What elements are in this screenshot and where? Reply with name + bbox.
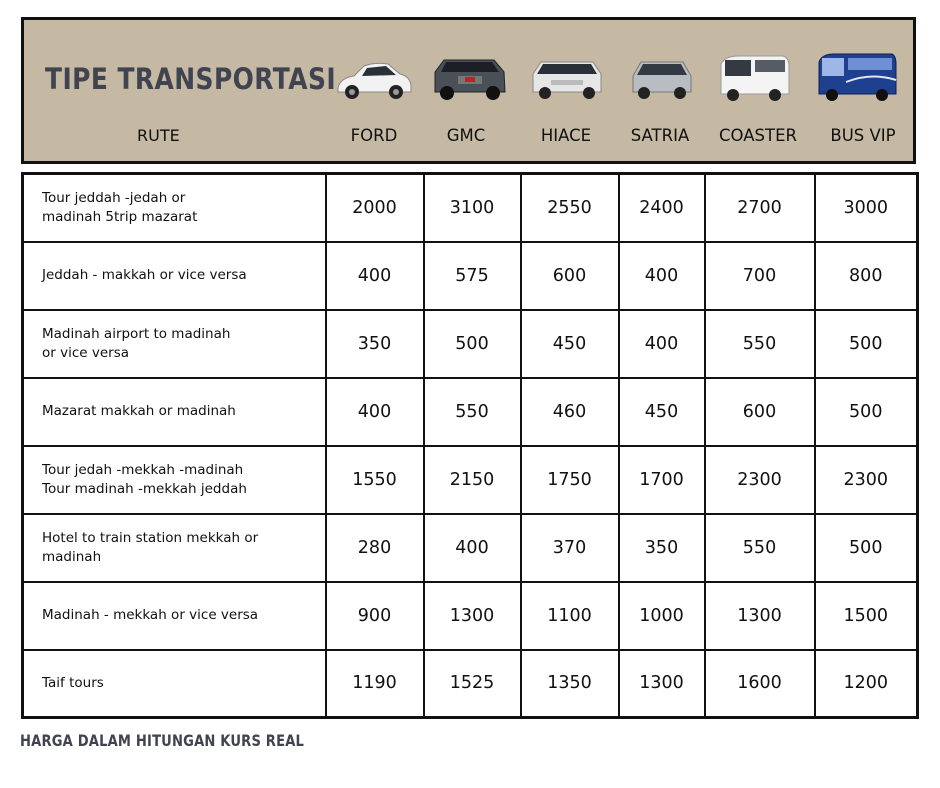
price-cell: 2550 — [521, 174, 619, 242]
column-header-bus-vip: BUS VIP — [830, 126, 896, 145]
route-text: Jeddah - makkah or vice versa — [42, 267, 247, 283]
price-cell: 2300 — [705, 446, 815, 514]
route-cell — [23, 310, 326, 378]
currency-note: HARGA DALAM HITUNGAN KURS REAL — [20, 731, 305, 750]
route-text: madinah — [42, 548, 102, 565]
page-title: TIPE TRANSPORTASI — [45, 62, 337, 96]
table-row — [23, 174, 918, 242]
price-cell: 1525 — [424, 650, 521, 718]
price-cell: 1550 — [326, 446, 424, 514]
route-column-header: RUTE — [137, 126, 180, 145]
table-header — [21, 17, 916, 164]
price-cell: 575 — [424, 242, 521, 310]
price-cell: 350 — [326, 310, 424, 378]
route-text: or vice versa — [42, 344, 130, 361]
price-cell: 500 — [815, 310, 918, 378]
table-row — [23, 514, 918, 582]
price-cell: 550 — [705, 310, 815, 378]
price-cell: 1700 — [619, 446, 705, 514]
route-text: Hotel to train station mekkah or — [42, 529, 259, 546]
price-cell: 280 — [326, 514, 424, 582]
route-text: Madinah airport to madinah — [42, 325, 231, 342]
price-cell: 450 — [619, 378, 705, 446]
price-cell: 400 — [619, 310, 705, 378]
route-cell — [23, 650, 326, 718]
route-text: Madinah - mekkah or vice versa — [42, 607, 259, 623]
price-cell: 460 — [521, 378, 619, 446]
table-row — [23, 446, 918, 514]
price-cell: 2150 — [424, 446, 521, 514]
minibus-icon — [717, 52, 791, 104]
price-cell: 900 — [326, 582, 424, 650]
price-cell: 450 — [521, 310, 619, 378]
price-cell: 1100 — [521, 582, 619, 650]
price-cell: 1500 — [815, 582, 918, 650]
price-cell: 800 — [815, 242, 918, 310]
price-cell: 1190 — [326, 650, 424, 718]
price-cell: 600 — [521, 242, 619, 310]
price-cell: 3100 — [424, 174, 521, 242]
price-cell: 1300 — [705, 582, 815, 650]
route-cell — [23, 378, 326, 446]
column-header-satria: SATRIA — [630, 126, 690, 145]
price-cell: 550 — [424, 378, 521, 446]
route-text: Taif tours — [42, 674, 104, 691]
price-cell: 1600 — [705, 650, 815, 718]
price-cell: 400 — [326, 242, 424, 310]
route-text: Tour jeddah -jedah or — [42, 189, 186, 206]
table-row — [23, 310, 918, 378]
route-cell — [23, 582, 326, 650]
price-cell: 700 — [705, 242, 815, 310]
route-cell — [23, 514, 326, 582]
table-row — [23, 242, 918, 310]
route-text: Tour jedah -mekkah -madinah — [42, 461, 244, 478]
table-row — [23, 650, 918, 718]
route-cell — [23, 242, 326, 310]
price-cell: 400 — [326, 378, 424, 446]
price-cell: 500 — [424, 310, 521, 378]
price-table — [21, 172, 919, 719]
route-text: Tour madinah -mekkah jeddah — [42, 480, 247, 497]
price-cell: 2000 — [326, 174, 424, 242]
coach-bus-icon — [816, 52, 898, 104]
price-cell: 2400 — [619, 174, 705, 242]
route-cell — [23, 446, 326, 514]
table-row — [23, 378, 918, 446]
price-cell: 2700 — [705, 174, 815, 242]
price-cell: 1300 — [619, 650, 705, 718]
price-cell: 3000 — [815, 174, 918, 242]
route-cell — [23, 174, 326, 242]
column-header-coaster: COASTER — [719, 126, 797, 145]
route-text: madinah 5trip mazarat — [42, 208, 198, 225]
table-row — [23, 582, 918, 650]
route-text: Mazarat makkah or madinah — [42, 403, 236, 419]
price-cell: 400 — [619, 242, 705, 310]
suv-car-icon — [432, 52, 508, 104]
price-cell: 500 — [815, 514, 918, 582]
price-cell: 1000 — [619, 582, 705, 650]
price-cell: 1200 — [815, 650, 918, 718]
price-cell: 500 — [815, 378, 918, 446]
price-cell: 400 — [424, 514, 521, 582]
column-header-gmc: GMC — [446, 126, 486, 145]
minivan-icon — [629, 52, 695, 104]
van-icon — [529, 52, 605, 104]
price-cell: 1350 — [521, 650, 619, 718]
price-cell: 550 — [705, 514, 815, 582]
column-header-hiace: HIACE — [540, 126, 592, 145]
price-cell: 2300 — [815, 446, 918, 514]
sedan-car-icon — [334, 52, 414, 104]
price-cell: 1300 — [424, 582, 521, 650]
column-header-ford: FORD — [350, 126, 398, 145]
price-cell: 350 — [619, 514, 705, 582]
price-cell: 1750 — [521, 446, 619, 514]
price-cell: 600 — [705, 378, 815, 446]
price-cell: 370 — [521, 514, 619, 582]
